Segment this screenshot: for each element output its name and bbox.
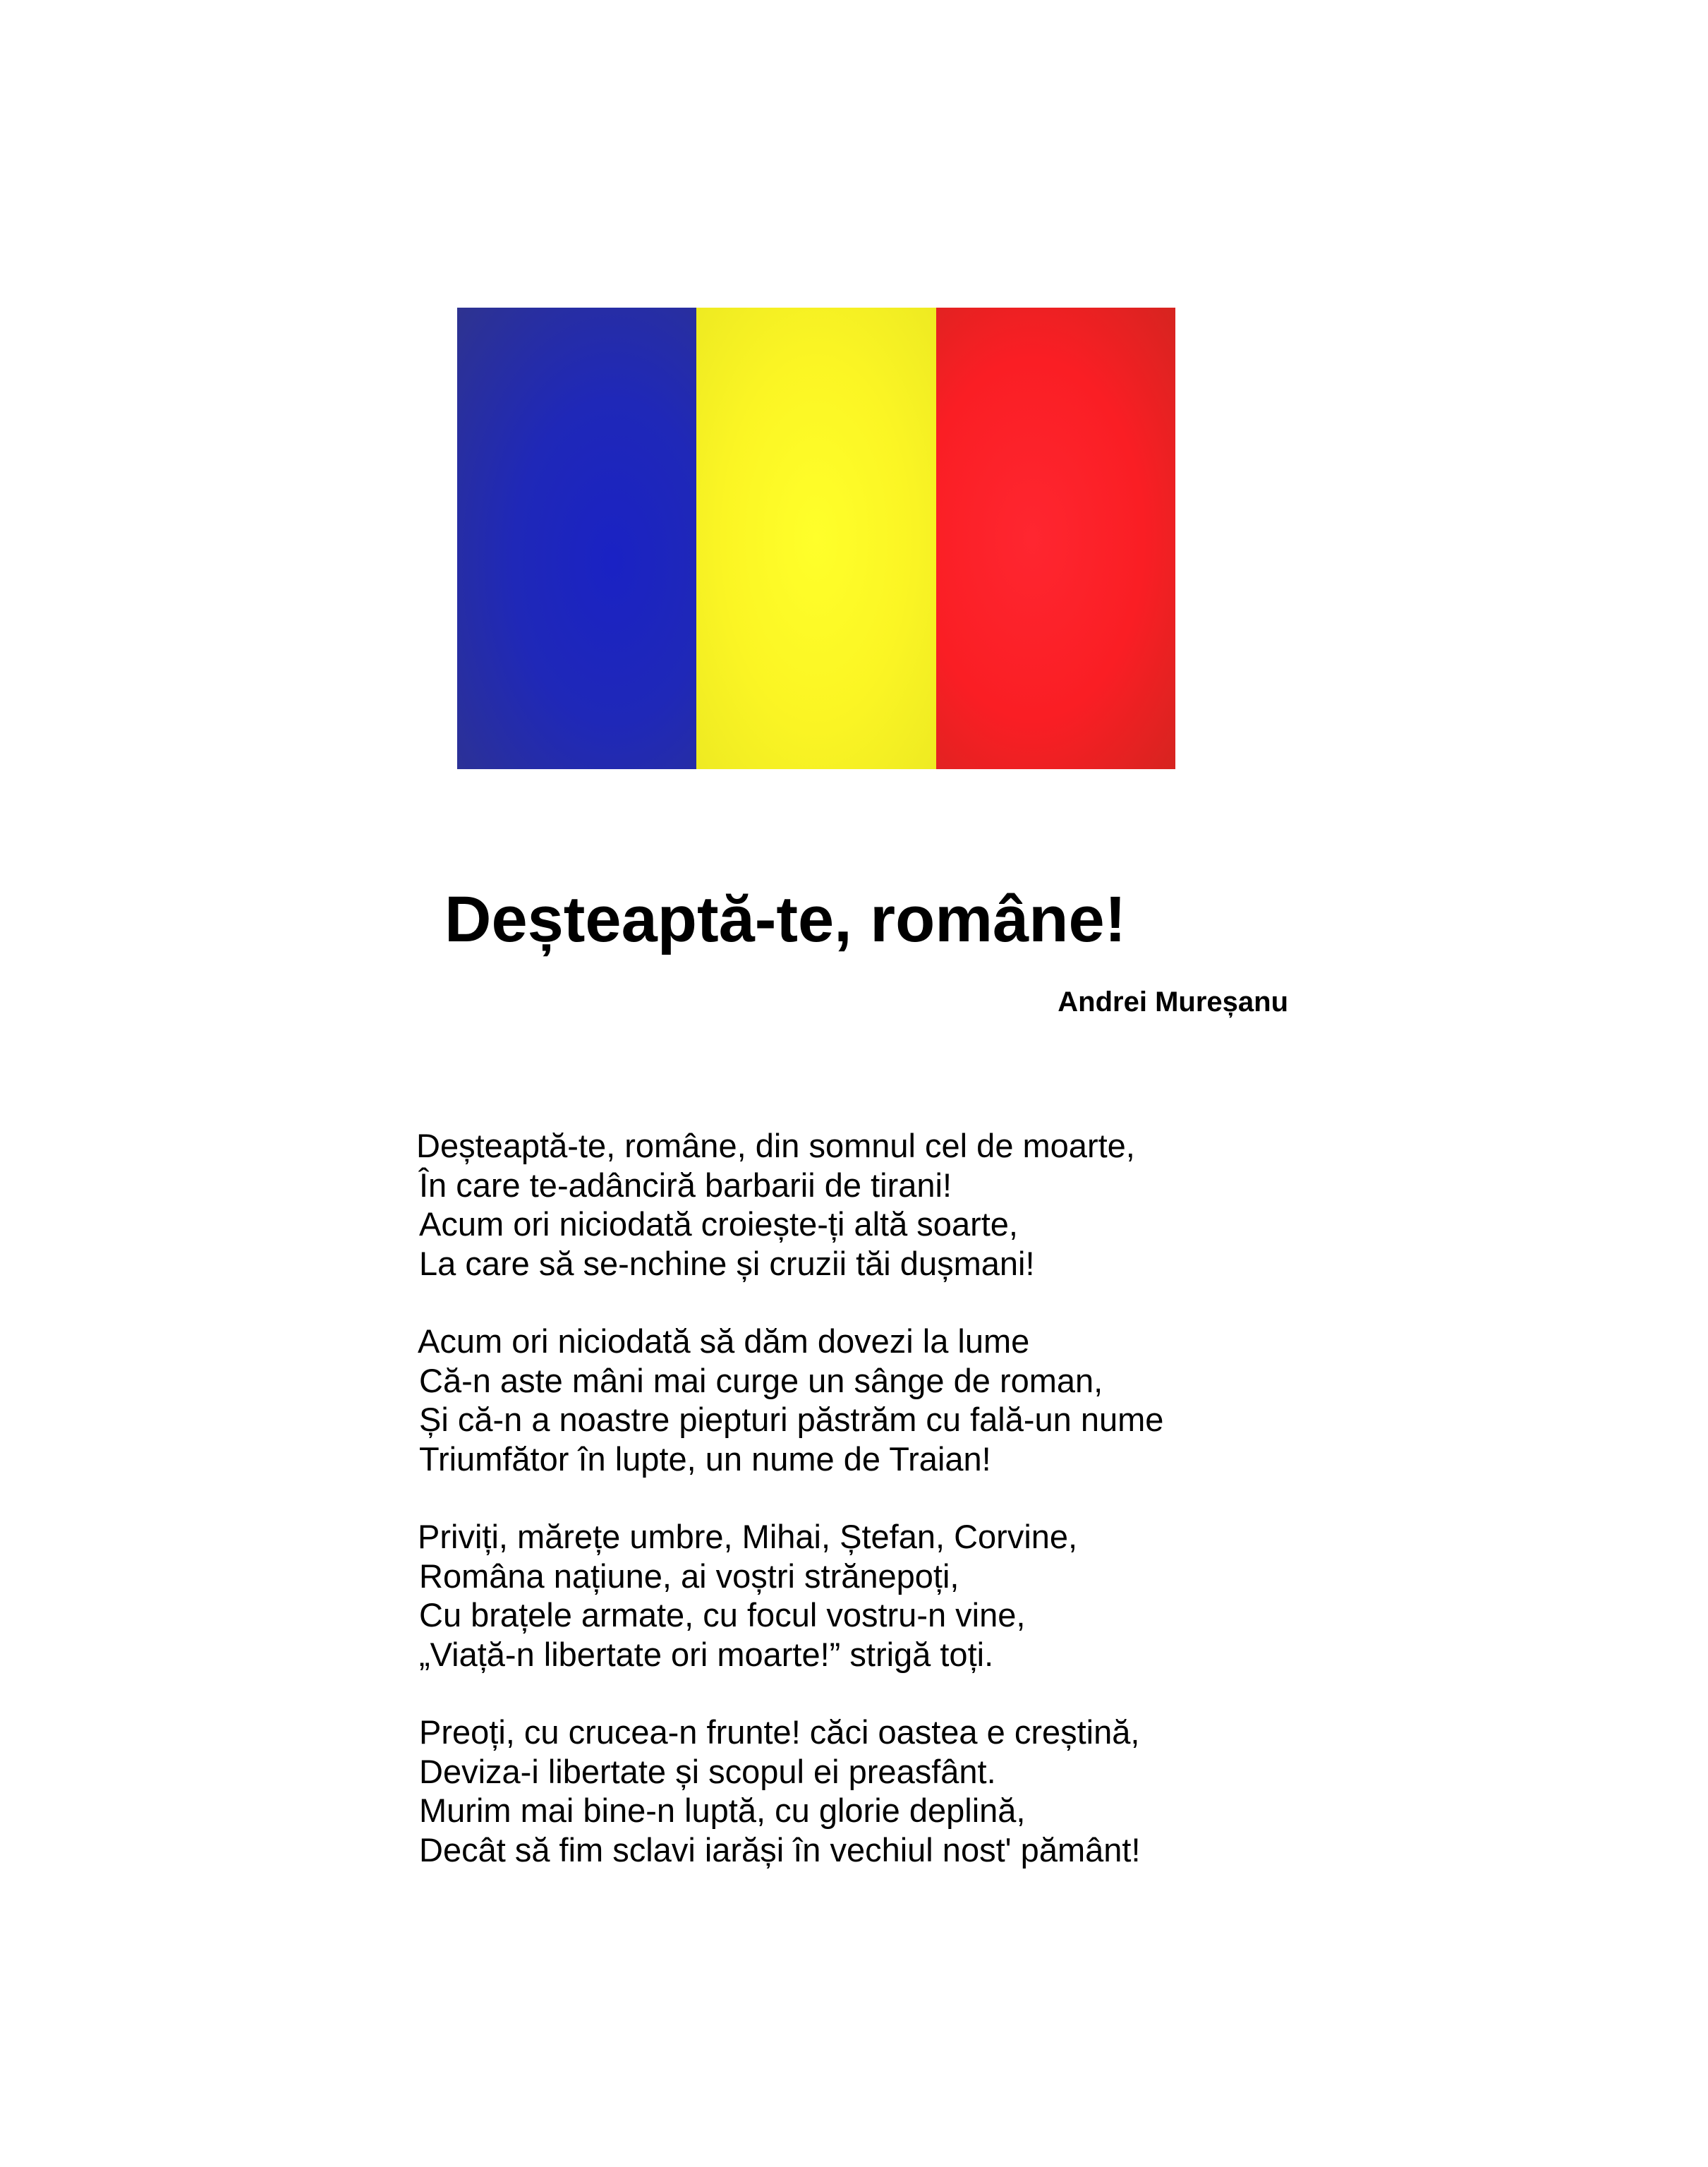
poem-author: Andrei Mureșanu (1058, 986, 1288, 1018)
verse-line: Acum ori niciodată croiește-ți altă soarte, (419, 1205, 1018, 1243)
stanza-2 (416, 1322, 1333, 1478)
verse-line: Preoți, cu crucea-n frunte! căci oastea e creștină, (419, 1713, 1140, 1751)
verse-line: În care te-adânciră barbarii de tirani! (419, 1166, 952, 1204)
flag-stripe-blue (457, 308, 696, 769)
poem-title: Deșteaptă-te, române! (444, 883, 1127, 955)
verse-line: Priviți, mărețe umbre, Mihai, Ștefan, Corvine, (418, 1518, 1078, 1555)
romanian-flag (457, 308, 1175, 769)
flag-stripe-red (936, 308, 1175, 769)
poem-body (416, 1126, 1333, 1908)
stanza-3 (416, 1517, 1333, 1674)
verse-line: Deșteaptă-te, române, din somnul cel de moarte, (416, 1127, 1135, 1164)
verse-line: Murim mai bine-n luptă, cu glorie deplină, (419, 1792, 1026, 1829)
verse-line: Cu brațele armate, cu focul vostru-n vine, (419, 1596, 1026, 1634)
verse-line: Triumfător în lupte, un nume de Traian! (419, 1439, 991, 1478)
stanza-1 (416, 1126, 1333, 1283)
flag-stripe-yellow (696, 308, 935, 769)
verse-line: La care să se-nchine și cruzii tăi dușmani! (419, 1244, 1035, 1282)
verse-line: Că-n aste mâni mai curge un sânge de roman, (419, 1361, 1103, 1399)
verse-line: „Viață-n libertate ori moarte!” strigă toți. (419, 1635, 994, 1673)
verse-line: Româna națiune, ai voștri strănepoți, (419, 1557, 959, 1595)
verse-line: Deviza-i libertate și scopul ei preasfânt. (419, 1752, 996, 1790)
verse-line: Și că-n a noastre piepturi păstrăm cu fală-un nume (419, 1401, 1164, 1438)
verse-line: Decât să fim sclavi iarăși în vechiul nost' pământ! (419, 1830, 1141, 1869)
verse-line: Acum ori niciodată să dăm dovezi la lume (418, 1322, 1030, 1360)
stanza-4 (416, 1713, 1333, 1869)
